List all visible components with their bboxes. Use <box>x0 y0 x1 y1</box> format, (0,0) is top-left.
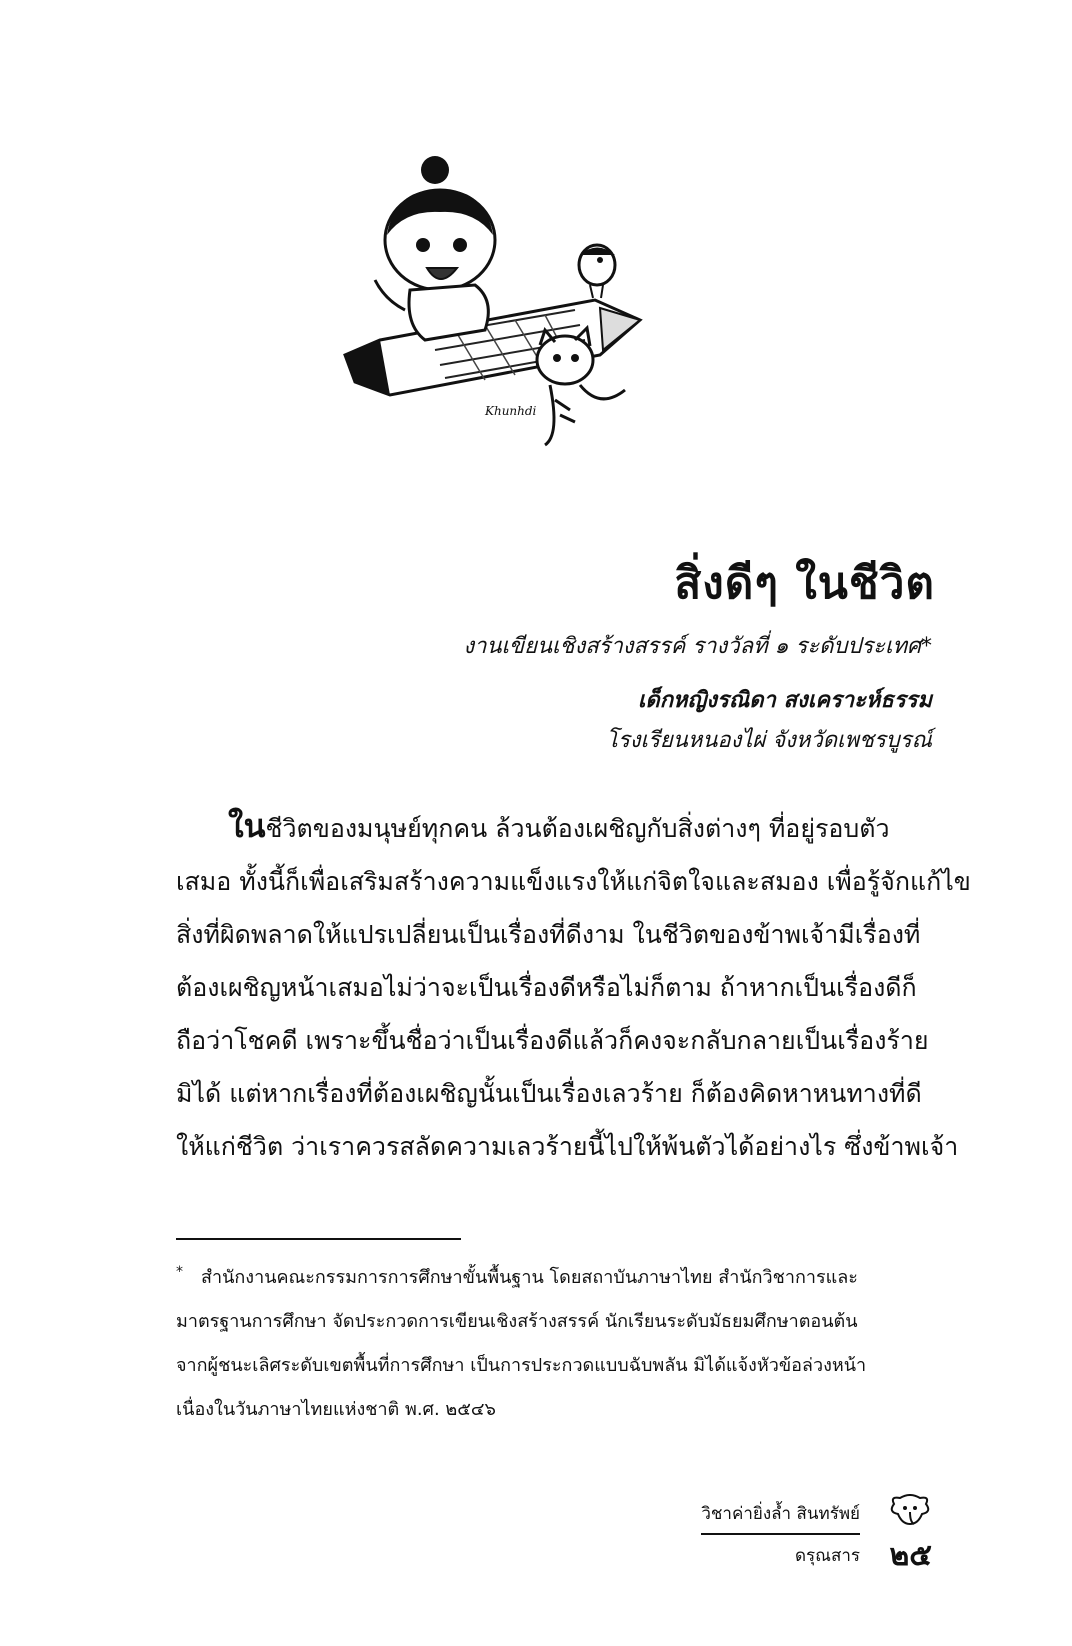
body-line: ให้แก่ชีวิต ว่าเราควรสลัดความเลวร้ายนี้ไปให้พ้นตัวได้อย่างไร ซึ่งข้าพเจ้า <box>176 1132 959 1161</box>
cartoon-illustration <box>335 150 665 470</box>
body-line <box>176 800 936 855</box>
body-line: มิได้ แต่หากเรื่องที่ต้องเผชิญนั้นเป็นเรื่องเลวร้าย ก็ต้องคิดหาหนทางที่ดี <box>176 1079 922 1108</box>
footnote-line-text: สำนักงานคณะกรรมการการศึกษาขั้นพื้นฐาน โดยสถาบันภาษาไทย สำนักวิชาการและ <box>201 1267 858 1288</box>
footnote-divider <box>176 1238 461 1240</box>
footnote-line: เนื่องในวันภาษาไทยแห่งชาติ พ.ศ. ๒๕๔๖ <box>176 1399 496 1420</box>
illustration-signature: Khunhdi <box>485 404 537 418</box>
body-line-text: ชีวิตของมนุษย์ทุกคน ล้วนต้องเผชิญกับสิ่งต่างๆ ที่อยู่รอบตัว <box>265 814 890 843</box>
footnote-line: จากผู้ชนะเลิศระดับเขตพื้นที่การศึกษา เป็นการประกวดแบบฉับพลัน มิได้แจ้งหัวข้อล่วงหน้า <box>176 1355 867 1376</box>
pencil-drawing <box>345 300 640 395</box>
page-subtitle: งานเขียนเชิงสร้างสรรค์ รางวัลที่ ๑ ระดับประเทศ* <box>463 634 932 659</box>
footnote-line <box>176 1250 936 1300</box>
body-line: เสมอ ทั้งนี้ก็เพื่อเสริมสร้างความแข็งแรงให้แก่จิตใจและสมอง เพื่อรู้จักแก้ไข <box>176 867 971 896</box>
page-number: ๒๕ <box>889 1538 932 1573</box>
body-line: ถือว่าโชคดี เพราะขึ้นชื่อว่าเป็นเรื่องดีแล้วก็คงจะกลับกลายเป็นเรื่องร้าย <box>176 1026 929 1055</box>
boy-character <box>375 156 495 340</box>
body-paragraph <box>176 800 971 1173</box>
body-line: ต้องเผชิญหน้าเสมอไม่ว่าจะเป็นเรื่องดีหรือไม่ก็ตาม ถ้าหากเป็นเรื่องดีก็ <box>176 973 917 1002</box>
footer-book-author: ดรุณสาร <box>795 1546 860 1566</box>
bird-drawing <box>579 245 615 298</box>
elephant-logo-icon <box>888 1494 932 1528</box>
footnote-line: มาตรฐานการศึกษา จัดประกวดการเขียนเชิงสร้างสรรค์ นักเรียนระดับมัธยมศึกษาตอนต้น <box>176 1311 858 1332</box>
dropcap: ใน <box>228 807 266 845</box>
author-name: เด็กหญิงรณิดา สงเคราะห์ธรรม <box>637 688 932 713</box>
footnote <box>176 1250 936 1432</box>
body-line: สิ่งที่ผิดพลาดให้แปรเปลี่ยนเป็นเรื่องที่ดีงาม ในชีวิตของข้าพเจ้ามีเรื่องที่ <box>176 920 921 949</box>
footnote-marker: * <box>176 1264 183 1280</box>
page-title: สิ่งดีๆ ในชีวิต <box>674 558 935 609</box>
footer-book-title: วิชาค่ายิ่งล้ำ สินทรัพย์ <box>701 1500 860 1535</box>
school-name: โรงเรียนหนองไผ่ จังหวัดเพชรบูรณ์ <box>606 728 932 753</box>
